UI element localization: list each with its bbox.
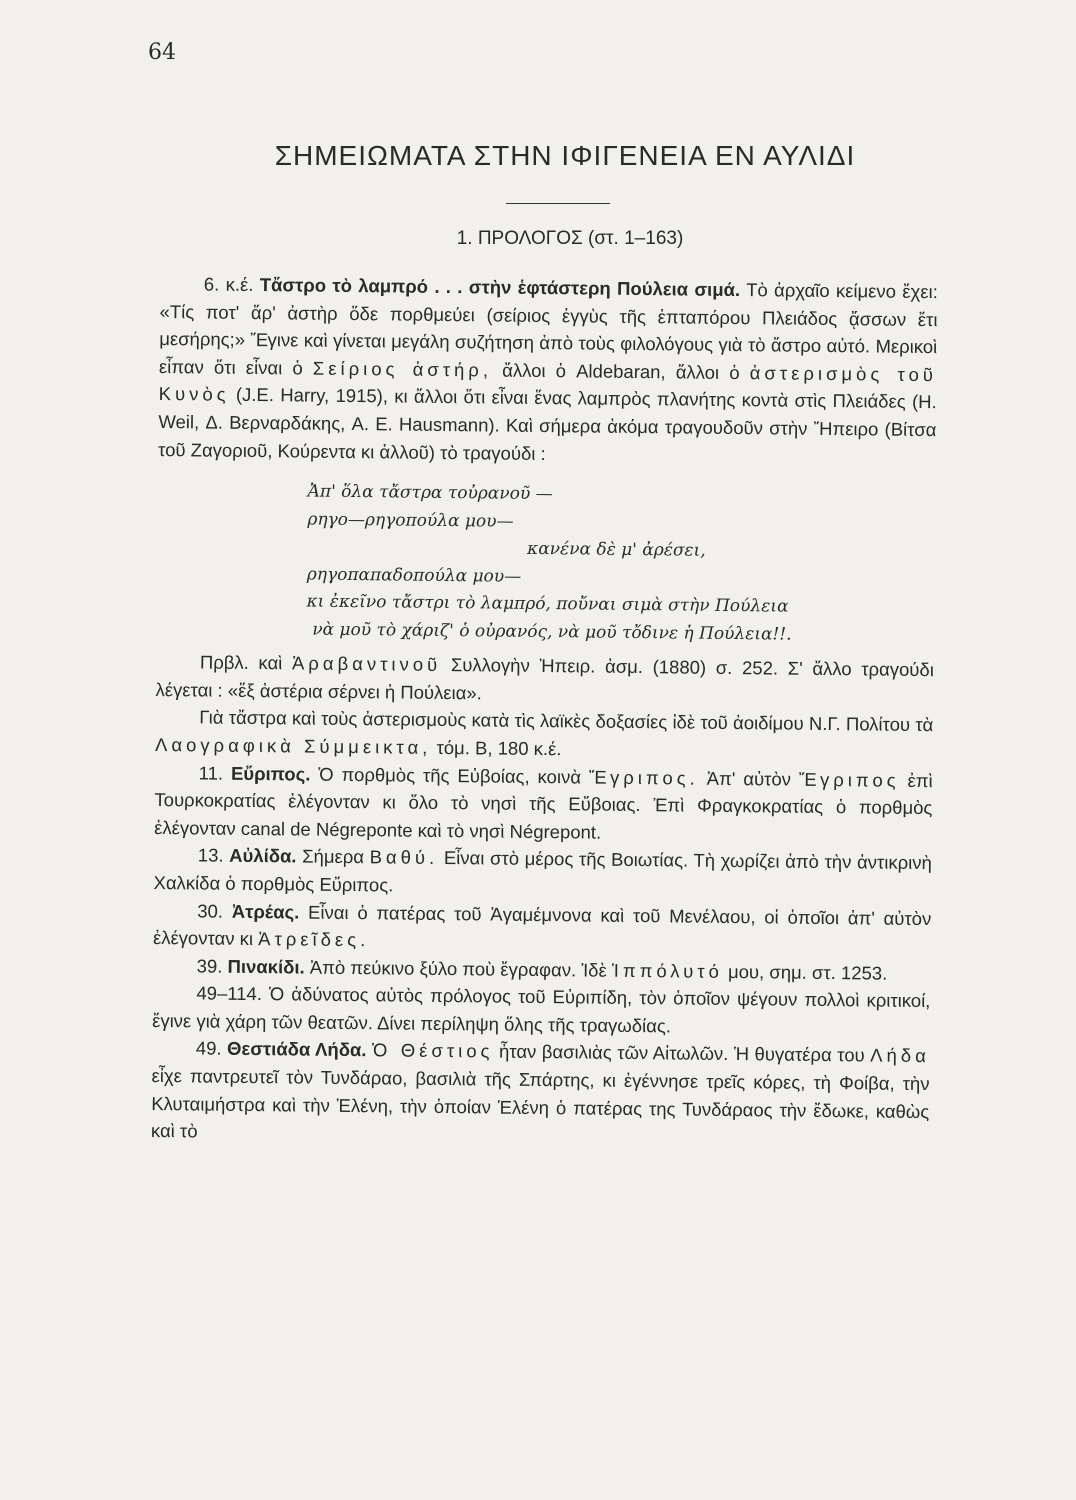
spaced-text: Ἔγριπος [798,768,900,791]
spaced-text: Ἀτρεῖδες. [258,928,370,951]
note-ref: 6. κ.έ. [203,273,254,295]
note-headword: Πινακίδι. [227,955,305,978]
note-text: ἄλλοι ὁ Aldebaran, ἄλλοι ὁ [502,359,740,383]
note-text: Τὸ ἀρχαῖο κείμενο ἔχει: «Τίς ποτ' ἄρ' ἀστὴρ ὅδε πορθμεύει (σείριος ἐγγὺς τῆς ἑπταπόρου Πλειάδος ᾄσσων ἔτι μεσήρης;» Ἔγινε καὶ γίνεται μεγάλη συζήτηση ἀπὸ τοὺς φιλολόγους γιὰ τὸ ἄστρο αὐτό. Μερικοὶ εἶπαν ὅτι εἶναι ὁ [158,279,938,379]
page-title: ΣΗΜΕΙΩΜΑΤΑ ΣΤΗΝ ΙΦΙΓΕΝΕΙΑ ΕΝ ΑΥΛΙΔΙ [274,140,856,171]
note-text: τόμ. Β, 180 κ.έ. [436,736,562,760]
note-text: ἐπὶ Τουρκοκρατίας ἐλέγονταν κι ὅλο τὸ νησὶ τῆς Εὔβοιας. Ἐπὶ Φραγκοκρατίας ὁ πορθμὸς ἐλέγονταν canal de Négreponte καὶ τὸ νησὶ Négrepont. [154,769,933,843]
spaced-text: ἀστερισμὸς τοῦ Κυνὸς [158,361,938,406]
note-6 [158,270,938,471]
note-text: Ἀπ' αὐτὸν [706,767,792,790]
spaced-text: Βαθύ. [369,846,439,869]
poem-line: κανένα δὲ μ' ἀρέσει, [526,539,706,561]
note-text: εἶχε παντρευτεῖ τὸν Τυνδάραο, βασιλιὰ τῆς Σπάρτης, κι ἐγέννησε τρεῖς κόρες, τὴ Φοίβα, τὴν Κλυταιμήστρα καὶ τὴν Ἑλένη, τὴν ὁποίαν Ἑλένη ὁ πατέρας της Τυνδάραος τὴν ἔδωκε, καθὼς καὶ τὸ [150,1065,930,1142]
note-prbl [155,648,934,711]
note-49-114 [152,979,931,1042]
note-headword: Αὐλίδα. [229,845,297,867]
title-divider [506,203,610,204]
note-text: Πρβλ. καὶ [199,651,283,674]
note-text: Σήμερα [302,845,365,868]
spaced-text: Λαογραφικὰ Σύμμεικτα, [154,733,432,758]
note-text: Ὁ ἀδύνατος αὐτὸς πρόλογος τοῦ Εὐριπίδη, τὸν ὁποῖον ψέγουν πολλοὶ κριτικοί, ἔγινε γιὰ χάρη τῶν θεατῶν. Δίνει περίληψη ὅλης τῆς τραγωδίας. [152,983,931,1037]
section-subtitle: 1. ΠΡΟΛΟΓΟΣ (στ. 1–163) [456,228,684,249]
spaced-text: Ἔγριπος. [588,766,699,789]
spaced-text: Ἀραβαντινοῦ [291,652,442,676]
spaced-text: Σείριος ἀστήρ, [312,357,493,381]
note-text: Συλλογὴν Ἠπειρ. ἀσμ. (1880) σ. 252. Σ' ἄλλο τραγούδι λέγεται : «ἕξ ἀστέρια σέρνει ἡ Πούλεια». [155,654,934,704]
note-text: Εἶναι ὁ πατέρας τοῦ Ἀγαμέμνονα καὶ τοῦ Μενέλαου, οἱ ὁποῖοι ἀπ' αὐτὸν ἐλέγονταν κι [152,901,932,950]
note-13 [153,841,932,904]
note-11 [154,759,933,850]
poem-line: ρηγοπαπαδοπούλα μου— [306,564,522,587]
poem-line: Ἀπ' ὅλα τἄστρα τοὐρανοῦ — [307,481,553,505]
note-text: Ὁ πορθμὸς τῆς Εὐβοίας, κοινὰ [318,763,582,787]
note-ref: 49. [195,1037,222,1060]
page-number: 64 [148,40,176,65]
poem-line: κι ἐκεῖνο τἄστρι τὸ λαμπρό, ποὔναι σιμὰ στὴν Πούλεια [306,591,789,617]
note-ref: 13. [197,844,224,867]
note-headword: Ἀτρέας. [231,900,300,922]
note-ref: 11. [198,761,224,784]
poem-line: ρηγο—ρηγοπούλα μου— [307,509,514,532]
note-text: μου, σημ. στ. 1253. [727,960,888,984]
spaced-text: Ἱππόλυτό [611,959,723,982]
poem-line: νὰ μοῦ τὸ χάριζ' ὁ οὐρανός, νὰ μοῦ τὄδινε ἡ Πούλεια!!. [312,619,792,645]
notes-body [151,270,938,1153]
note-headword: Εὔριπος. [230,762,311,785]
note-text: Εἶναι στὸ μέρος τῆς Βοιωτίας. Τὴ χωρίζει ἀπὸ τὴν ἀντικρινὴ Χαλκίδα ὁ πορθμὸς Εὔριπος. [153,847,932,896]
note-prbl-2 [155,703,934,766]
note-ref: 49–114. [196,982,263,1005]
note-headword: Τἄστρο τὸ λαμπρό . . . στὴν ἑφτάστερη Πούλεια σιμά. [259,274,741,301]
note-30 [153,896,932,959]
spaced-text: Ὁ Θέστιος [371,1039,494,1063]
note-text: (J.E. Harry, 1915), κι ἄλλοι ὅτι εἶναι ἕνας λαμπρὸς πλανήτης κοντὰ στὶς Πλειάδες (H. Weil, Δ. Βερναρδάκης, A. E. Hausmann). Καὶ σήμερα ἀκόμα τραγουδοῦν στὴν Ἤπειρο (Βίτσα τοῦ Ζαγοριοῦ, Κούρεντα κι ἀλλοῦ) τὸ τραγούδι : [158,384,937,464]
note-text: ἦταν βασιλιὰς τῶν Αἰτωλῶν. Ἡ θυγατέρα του [498,1041,865,1066]
note-ref: 30. [197,899,224,922]
note-text: Ἀπὸ πεύκινο ξύλο ποὺ ἔγραφαν. Ἰδὲ [309,956,607,981]
spaced-text: Λήδα [870,1044,930,1067]
note-text: Γιὰ τἄστρα καὶ τοὺς ἀστερισμοὺς κατὰ τὶς λαϊκὲς δοξασίες ἰδὲ τοῦ ἀοιδίμου Ν.Γ. Πολίτου τὰ [199,706,934,736]
folk-song [306,479,936,651]
note-ref: 39. [196,955,223,977]
note-49 [151,1034,930,1153]
note-headword: Θεστιάδα Λήδα. [226,1038,367,1061]
